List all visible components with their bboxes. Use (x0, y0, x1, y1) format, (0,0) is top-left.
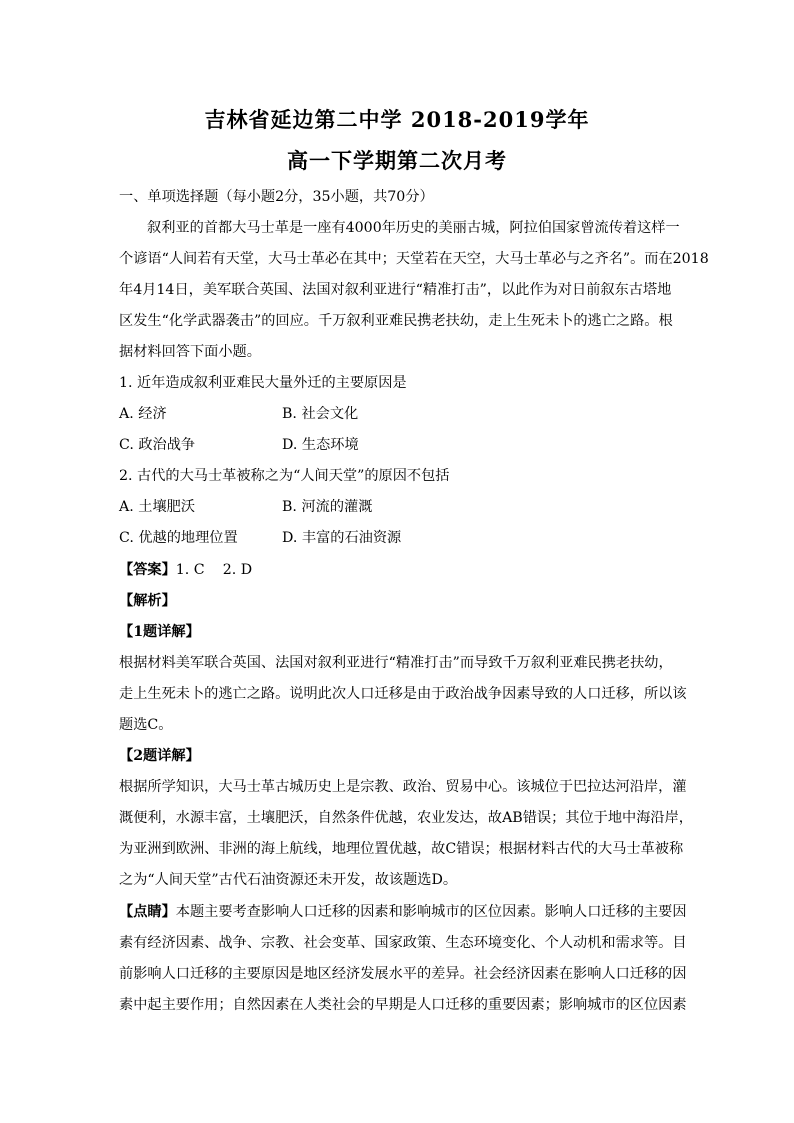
detail-1-line: 根据材料美军联合英国、法国对叙利亚进行“精准打击”而导致千万叙利亚难民携老扶幼， (119, 655, 673, 671)
question-1-option-d: D. 生态环境 (282, 437, 359, 453)
analysis-label: 【解析】 (119, 593, 176, 609)
question-2-option-c: C. 优越的地理位置 (119, 530, 238, 546)
material-line: 区发生“化学武器袭击”的回应。千万叙利亚难民携老扶幼，走上生死未卜的逃亡之路。根 (119, 313, 673, 329)
question-1-option-b: B. 社会文化 (282, 406, 359, 422)
question-2-stem: 2. 古代的大马士革被称之为“人间天堂”的原因不包括 (119, 468, 450, 484)
material-line: 据材料回答下面小题。 (119, 344, 261, 360)
detail-2-line: 之为“人间天堂”古代石油资源还未开发，故该题选D。 (119, 872, 458, 888)
section-heading: 一、单项选择题（每小题2分，35小题，共70分） (119, 189, 434, 205)
detail-2-line: 溉便利，水源丰富，土壤肥沃，自然条件优越，农业发达，故AB错误；其位于地中海沿岸， (119, 810, 693, 826)
remark-line (119, 902, 685, 922)
document-title: 吉林省延边第二中学 2018-2019学年 (204, 107, 590, 132)
material-line: 年4月14日，美军联合英国、法国对叙利亚进行“精准打击”，以此作为对日前叙东古塔地 (119, 282, 672, 298)
detail-2-label: 【2题详解】 (119, 748, 200, 764)
answer-text: 1. C 2. D (175, 562, 253, 578)
material-line: 个谚语“人间若有天堂，大马士革必在其中；天堂若在天空，大马士革必与之齐名”。而在2018 (119, 251, 709, 267)
answer-line (119, 560, 685, 580)
detail-1-line: 走上生死未卜的逃亡之路。说明此次人口迁移是由于政治战争因素导致的人口迁移，所以该 (119, 686, 687, 702)
answer-label: 【答案】 (119, 562, 176, 578)
question-1-option-c: C. 政治战争 (119, 437, 196, 453)
question-2-option-b: B. 河流的灌溉 (282, 499, 373, 515)
detail-1-line: 题选C。 (119, 717, 173, 733)
remark-line: 素有经济因素、战争、宗教、社会变革、国家政策、生态环境变化、个人动机和需求等。目 (119, 935, 687, 951)
remark-line: 素中起主要作用；自然因素在人类社会的早期是人口迁移的重要因素；影响城市的区位因素 (119, 997, 687, 1013)
detail-1-label: 【1题详解】 (119, 624, 200, 640)
question-2-option-d: D. 丰富的石油资源 (282, 530, 402, 546)
remark-text: 本题主要考查影响人口迁移的因素和影响城市的区位因素。影响人口迁移的主要因 (175, 904, 687, 920)
material-line: 叙利亚的首都大马士革是一座有4000年历史的美丽古城，阿拉伯国家曾流传着这样一 (147, 220, 680, 236)
document-subtitle: 高一下学期第二次月考 (287, 148, 507, 173)
question-1-stem: 1. 近年造成叙利亚难民大量外迁的主要原因是 (119, 375, 407, 391)
question-1-option-a: A. 经济 (119, 406, 167, 422)
detail-2-line: 为亚洲到欧洲、非洲的海上航线，地理位置优越，故C错误；根据材料古代的大马士革被称 (119, 841, 684, 857)
question-2-option-a: A. 土壤肥沃 (119, 499, 196, 515)
detail-2-line: 根据所学知识，大马士革古城历史上是宗教、政治、贸易中心。该城位于巴拉达河沿岸，灌 (119, 779, 687, 795)
remark-line: 前影响人口迁移的主要原因是地区经济发展水平的差异。社会经济因素在影响人口迁移的因 (119, 966, 687, 982)
remark-label: 【点睛】 (119, 904, 176, 920)
